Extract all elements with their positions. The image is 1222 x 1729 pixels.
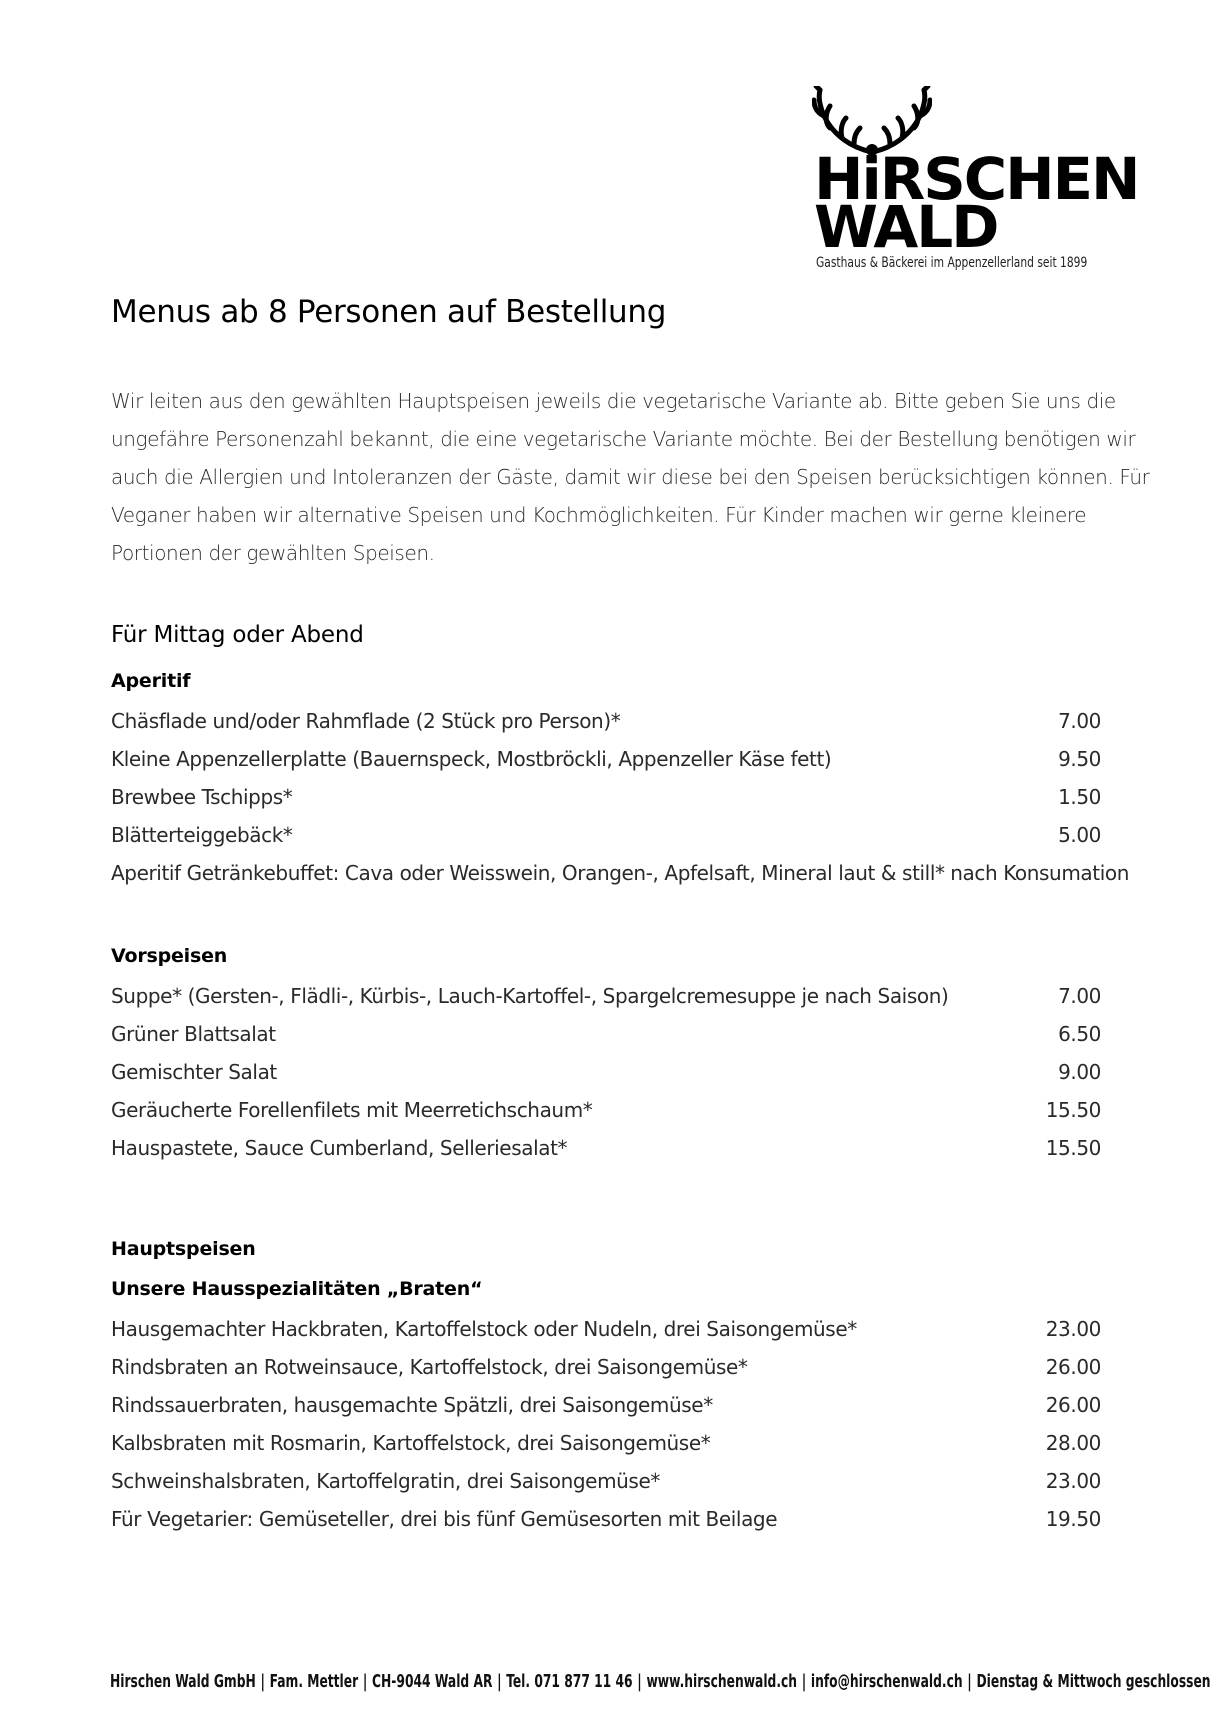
- menu-item: [111, 977, 1111, 1015]
- menu-item-name: Rindsbraten an Rotweinsauce, Kartoffelstock, drei Saisongemüse*: [111, 1355, 748, 1379]
- aperitif-list: [111, 702, 1129, 892]
- intro-line: Portionen der gewählten Speisen.: [111, 541, 435, 565]
- menu-item: [111, 1424, 1111, 1462]
- menu-item-name: Für Vegetarier: Gemüseteller, drei bis fünf Gemüsesorten mit Beilage: [111, 1507, 778, 1531]
- footer-family: Fam. Mettler: [269, 1672, 359, 1692]
- menu-item-name: Rindssauerbraten, hausgemachte Spätzli, drei Saisongemüse*: [111, 1393, 713, 1417]
- menu-item-name: Gemischter Salat: [111, 1060, 277, 1084]
- footer-separator: |: [497, 1672, 502, 1692]
- footer-email-link[interactable]: info@hirschenwald.ch: [810, 1672, 963, 1692]
- menu-item: [111, 1015, 1111, 1053]
- menu-item-name: Hausgemachter Hackbraten, Kartoffelstock oder Nudeln, drei Saisongemüse*: [111, 1317, 857, 1341]
- menu-item-price: 19.50: [1045, 1507, 1101, 1531]
- footer-separator: |: [362, 1672, 368, 1692]
- menu-item: [111, 1053, 1111, 1091]
- menu-item-name: Kleine Appenzellerplatte (Bauernspeck, Mostbröckli, Appenzeller Käse fett): [111, 747, 832, 771]
- vorspeisen-heading: Vorspeisen: [111, 945, 228, 967]
- footer-company: Hirschen Wald GmbH: [110, 1672, 256, 1692]
- menu-item-price: 23.00: [1045, 1469, 1101, 1493]
- menu-item: [111, 1500, 1111, 1538]
- page-title: Menus ab 8 Personen auf Bestellung: [111, 294, 667, 330]
- vorspeisen-list: [111, 977, 1111, 1167]
- intro-line: auch die Allergien und Intoleranzen der Gäste, damit wir diese bei den Speisen berücksichtigen können. Für: [111, 465, 1150, 489]
- menu-item: [111, 816, 1111, 854]
- menu-item-price: 15.50: [1045, 1098, 1101, 1122]
- logo-wordmark-wald: WALD: [814, 193, 998, 261]
- menu-item-price: 26.00: [1045, 1355, 1101, 1379]
- menu-item: [111, 1129, 1111, 1167]
- footer-separator: |: [637, 1672, 642, 1692]
- footer: [110, 1672, 1211, 1692]
- intro-line: ungefähre Personenzahl bekannt, die eine vegetarische Variante möchte. Bei der Bestellung benötigen wir: [111, 427, 1136, 451]
- logo: [812, 86, 1142, 276]
- menu-item-price: 7.00: [1058, 984, 1101, 1008]
- menu-item: [111, 1348, 1111, 1386]
- menu-item-price: 9.00: [1058, 1060, 1101, 1084]
- menu-item-price: 6.50: [1058, 1022, 1101, 1046]
- hauptspeisen-subheading: Unsere Hausspezialitäten „Braten“: [111, 1278, 483, 1300]
- menu-item: [111, 702, 1111, 740]
- hauptspeisen-heading: Hauptspeisen: [111, 1238, 256, 1260]
- menu-item-name: Kalbsbraten mit Rosmarin, Kartoffelstock, drei Saisongemüse*: [111, 1431, 711, 1455]
- footer-phone: Tel. 071 877 11 46: [506, 1672, 633, 1692]
- menu-item-price: 23.00: [1045, 1317, 1101, 1341]
- menu-item-price: nach Konsumation: [950, 861, 1129, 885]
- menu-item: [111, 1462, 1111, 1500]
- intro-line: Veganer haben wir alternative Speisen und Kochmöglichkeiten. Für Kinder machen wir gerne kleinere: [111, 503, 1087, 527]
- aperitif-heading: Aperitif: [111, 670, 191, 692]
- section-heading: Für Mittag oder Abend: [111, 622, 364, 648]
- footer-separator: |: [801, 1672, 807, 1692]
- menu-item: [111, 854, 1129, 892]
- menu-item-name: Grüner Blattsalat: [111, 1022, 276, 1046]
- footer-separator: |: [967, 1672, 972, 1692]
- menu-item-price: 28.00: [1045, 1431, 1101, 1455]
- menu-item-name: Hauspastete, Sauce Cumberland, Selleriesalat*: [111, 1136, 568, 1160]
- menu-item-name: Suppe* (Gersten-, Flädli-, Kürbis-, Lauch-Kartoffel-, Spargelcremesuppe je nach Saison): [111, 984, 949, 1008]
- menu-item: [111, 1091, 1111, 1129]
- intro-line: Wir leiten aus den gewählten Hauptspeisen jeweils die vegetarische Variante ab. Bitte geben Sie uns die: [111, 389, 1116, 413]
- menu-item-price: 1.50: [1058, 785, 1101, 809]
- menu-item-name: Aperitif Getränkebuffet: Cava oder Weisswein, Orangen-, Apfelsaft, Mineral laut & still*: [111, 861, 945, 885]
- menu-item-price: 5.00: [1058, 823, 1101, 847]
- menu-item: [111, 1310, 1111, 1348]
- menu-item-price: 9.50: [1058, 747, 1101, 771]
- menu-item-name: Blätterteiggebäck*: [111, 823, 293, 847]
- footer-separator: |: [260, 1672, 265, 1692]
- menu-item-price: 15.50: [1045, 1136, 1101, 1160]
- menu-item: [111, 778, 1111, 816]
- menu-item-name: Schweinshalsbraten, Kartoffelgratin, drei Saisongemüse*: [111, 1469, 660, 1493]
- footer-address: CH-9044 Wald AR: [372, 1672, 493, 1692]
- logo-wordmark-hirschen: HiRSCHEN: [814, 145, 1139, 213]
- menu-item-price: 26.00: [1045, 1393, 1101, 1417]
- menu-item: [111, 1386, 1111, 1424]
- footer-closed-days: Dienstag & Mittwoch geschlossen: [976, 1672, 1211, 1692]
- menu-item-name: Geräucherte Forellenfilets mit Meerretichschaum*: [111, 1098, 593, 1122]
- menu-item: [111, 740, 1111, 778]
- footer-website-link[interactable]: www.hirschenwald.ch: [646, 1672, 798, 1692]
- menu-item-name: Brewbee Tschipps*: [111, 785, 293, 809]
- menu-item-name: Chäsflade und/oder Rahmflade (2 Stück pro Person)*: [111, 709, 621, 733]
- hauptspeisen-list: [111, 1310, 1111, 1538]
- logo-tagline: Gasthaus & Bäckerei im Appenzellerland seit 1899: [816, 255, 1088, 271]
- intro-paragraph: [111, 382, 1150, 572]
- menu-item-price: 7.00: [1058, 709, 1101, 733]
